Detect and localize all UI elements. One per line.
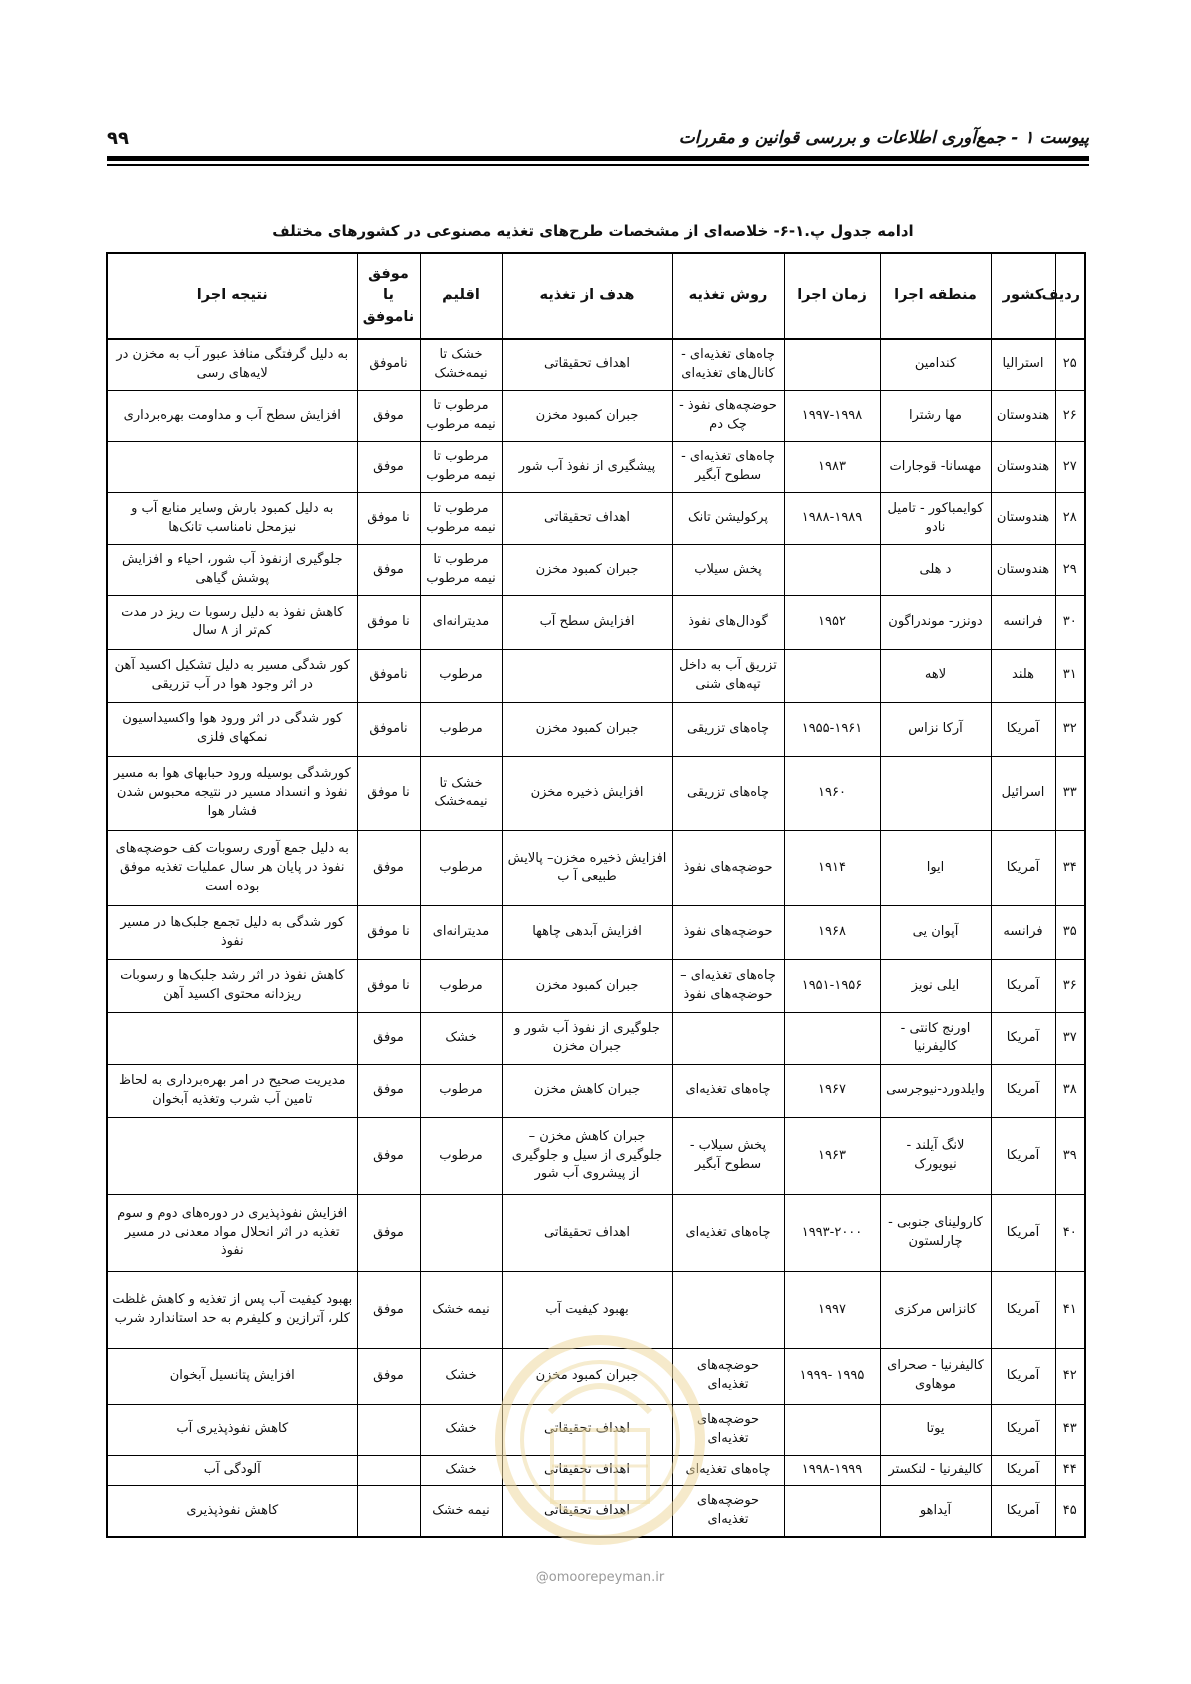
result-cell: کاهش نفوذپذیری [107,1485,357,1537]
status-cell: موفق [357,1272,420,1349]
status-cell: موفق [357,1195,420,1272]
country-cell: آمریکا [991,1272,1055,1349]
climate-cell: خشک تا نیمه‌خشک [420,756,502,831]
status-cell: نا موفق [357,906,420,959]
region-cell: کانزاس مرکزی [880,1272,991,1349]
goal-cell: اهداف تحقیقاتی [502,493,672,544]
region-cell: آرکا نزاس [880,703,991,756]
result-cell: جلوگیری ازنفوذ آب شور، احیاء و افزایش پوشش گیاهی [107,544,357,595]
climate-cell: خشک [420,1404,502,1455]
period-cell: ۱۹۸۸-۱۹۸۹ [784,493,880,544]
period-cell: ۱۹۹۷ [784,1272,880,1349]
status-cell: موفق [357,442,420,493]
row-number-cell: ۲۷ [1055,442,1085,493]
table-row [107,1404,1085,1455]
column-header: نتیجه اجرا [107,253,357,339]
table-row [107,831,1085,906]
row-number-cell: ۴۱ [1055,1272,1085,1349]
result-cell: کور شدگی مسیر به دلیل تشکیل اکسید آهن در اثر وجود هوا در آب تزریقی [107,649,357,702]
table-row [107,1349,1085,1405]
result-cell: کاهش نفوذ در اثر رشد جلبک‌ها و رسوبات ریزدانه محتوی اکسید آهن [107,959,357,1012]
goal-cell: پیشگیری از نفوذ آب شور [502,442,672,493]
country-cell: هندوستان [991,442,1055,493]
table-row [107,390,1085,441]
row-number-cell: ۴۴ [1055,1455,1085,1485]
row-number-cell: ۳۹ [1055,1118,1085,1195]
result-cell: کاهش نفوذ به دلیل رسوبا ت ریز در مدت کم‌تر از ۸ سال [107,596,357,649]
status-cell [357,1455,420,1485]
country-cell: آمریکا [991,1195,1055,1272]
region-cell: کارولینای جنوبی - چارلستون [880,1195,991,1272]
header-title: پیوست ۱ - جمع‌آوری اطلاعات و بررسی قوانین و مقررات [678,128,1089,148]
row-number-cell: ۴۲ [1055,1349,1085,1405]
country-cell: هندوستان [991,493,1055,544]
country-cell: اسرائیل [991,756,1055,831]
country-cell: آمریکا [991,1485,1055,1537]
climate-cell: مرطوب تا نیمه مرطوب [420,442,502,493]
status-cell [357,1404,420,1455]
table-row [107,649,1085,702]
status-cell: نا موفق [357,756,420,831]
method-cell: چاه‌های تغذیه‌ای [672,1455,784,1485]
period-cell [784,544,880,595]
header-rule [107,156,1089,161]
row-number-cell: ۴۰ [1055,1195,1085,1272]
country-cell: آمریکا [991,1118,1055,1195]
climate-cell: خشک [420,1349,502,1405]
status-cell: نا موفق [357,959,420,1012]
country-cell: آمریکا [991,831,1055,906]
method-cell: چاه‌های تغذیه‌ای – حوضچه‌های نفوذ [672,959,784,1012]
climate-cell: مرطوب [420,703,502,756]
climate-cell [420,1195,502,1272]
climate-cell: مرطوب تا نیمه مرطوب [420,544,502,595]
result-cell [107,1013,357,1064]
table-row [107,756,1085,831]
table-row [107,1272,1085,1349]
climate-cell: نیمه خشک [420,1485,502,1537]
table-row [107,1485,1085,1537]
column-header: روش تغذیه [672,253,784,339]
region-cell: یوتا [880,1404,991,1455]
result-cell [107,1118,357,1195]
table-row [107,442,1085,493]
period-cell: ۱۹۶۳ [784,1118,880,1195]
method-cell: تزریق آب به داخل تپه‌های شنی [672,649,784,702]
country-cell: آمریکا [991,703,1055,756]
goal-cell: جبران کمبود مخزن [502,703,672,756]
method-cell: گودال‌های نفوذ [672,596,784,649]
goal-cell: افزایش ذخیره مخزن– پالایش طبیعی آ ب [502,831,672,906]
region-cell: اورنج کانتی - کالیفرنیا [880,1013,991,1064]
method-cell: پخش سیلاب - سطوح آبگیر [672,1118,784,1195]
status-cell: نا موفق [357,596,420,649]
status-cell: ناموفق [357,649,420,702]
region-cell: کالیفرنیا - صحرای موهاوی [880,1349,991,1405]
goal-cell: اهداف تحقیقاتی [502,1195,672,1272]
method-cell: حوضچه‌های تغذیه‌ای [672,1404,784,1455]
status-cell: موفق [357,1349,420,1405]
row-number-cell: ۳۲ [1055,703,1085,756]
goal-cell: اهداف تحقیقاتی [502,1404,672,1455]
climate-cell: مرطوب [420,1064,502,1117]
goal-cell: جبران کمبود مخزن [502,390,672,441]
row-number-cell: ۳۶ [1055,959,1085,1012]
table-row [107,544,1085,595]
table-row [107,1064,1085,1117]
country-cell: فرانسه [991,596,1055,649]
table-row [107,1013,1085,1064]
country-cell: هندوستان [991,390,1055,441]
page-header [107,126,1089,164]
method-cell: چاه‌های تغذیه‌ای - کانال‌های تغذیه‌ای [672,339,784,390]
method-cell: حوضچه‌های نفوذ [672,906,784,959]
status-cell [357,1485,420,1537]
row-number-cell: ۳۱ [1055,649,1085,702]
period-cell: ۱۹۶۷ [784,1064,880,1117]
country-cell: استرالیا [991,339,1055,390]
country-cell: هندوستان [991,544,1055,595]
goal-cell: جبران کمبود مخزن [502,544,672,595]
row-number-cell: ۳۷ [1055,1013,1085,1064]
region-cell: کوایمباکور - تامیل نادو [880,493,991,544]
climate-cell: مرطوب تا نیمه مرطوب [420,493,502,544]
goal-cell: بهبود کیفیت آب [502,1272,672,1349]
result-cell: بهبود کیفیت آب پس از تغذیه و کاهش غلظت کلر، آترازین و کلیفرم به حد استاندارد شرب [107,1272,357,1349]
table-header-row [107,253,1085,339]
method-cell: چاه‌های تغذیه‌ای - سطوح آبگیر [672,442,784,493]
climate-cell: مدیترانه‌ای [420,596,502,649]
region-cell: کندامین [880,339,991,390]
goal-cell [502,649,672,702]
row-number-cell: ۳۵ [1055,906,1085,959]
result-cell: کورشدگی بوسیله ورود حبابهای هوا به مسیر نفوذ و انسداد مسیر در نتیجه محبوس شدن فشار هوا [107,756,357,831]
method-cell: پخش سیلاب [672,544,784,595]
country-cell: فرانسه [991,906,1055,959]
period-cell: ۱۹۵۵-۱۹۶۱ [784,703,880,756]
row-number-cell: ۲۹ [1055,544,1085,595]
goal-cell: جبران کمبود مخزن [502,959,672,1012]
status-cell: ناموفق [357,703,420,756]
table-row [107,906,1085,959]
result-cell: کور شدگی در اثر ورود هوا واکسیداسیون نمکهای فلزی [107,703,357,756]
climate-cell: مدیترانه‌ای [420,906,502,959]
table-row [107,703,1085,756]
climate-cell: مرطوب [420,831,502,906]
region-cell: ایوا [880,831,991,906]
table-body [107,339,1085,1537]
period-cell: ۱۹۵۱-۱۹۵۶ [784,959,880,1012]
result-cell: به دلیل جمع آوری رسوبات کف حوضچه‌های نفوذ در پایان هر سال عملیات تغذیه موفق بوده است [107,831,357,906]
goal-cell: افزایش آبدهی چاهها [502,906,672,959]
climate-cell: خشک تا نیمه‌خشک [420,339,502,390]
column-header: اقلیم [420,253,502,339]
region-cell: دونزر- موندراگون [880,596,991,649]
period-cell [784,1404,880,1455]
period-cell [784,1013,880,1064]
status-cell: موفق [357,1118,420,1195]
column-header: هدف از تغذیه [502,253,672,339]
row-number-cell: ۲۸ [1055,493,1085,544]
table-container [106,252,1084,1538]
climate-cell: نیمه خشک [420,1272,502,1349]
goal-cell: جبران کاهش مخزن [502,1064,672,1117]
table-row [107,1118,1085,1195]
goal-cell: اهداف تحقیقاتی [502,339,672,390]
climate-cell: خشک [420,1013,502,1064]
status-cell: موفق [357,544,420,595]
result-cell: کاهش نفوذپذیری آب [107,1404,357,1455]
column-header: منطقه اجرا [880,253,991,339]
table-row [107,1455,1085,1485]
column-header: موفق یا ناموفق [357,253,420,339]
method-cell: حوضچه‌های تغذیه‌ای [672,1485,784,1537]
table-row [107,493,1085,544]
period-cell [784,1485,880,1537]
country-cell: آمریکا [991,1404,1055,1455]
table-row [107,1195,1085,1272]
climate-cell: مرطوب تا نیمه مرطوب [420,390,502,441]
method-cell: چاه‌های تزریقی [672,756,784,831]
period-cell: ۱۹۹۵ -۱۹۹۹ [784,1349,880,1405]
period-cell: ۱۹۶۰ [784,756,880,831]
period-cell [784,649,880,702]
column-header: ردیف [1055,253,1085,339]
result-cell: آلودگی آب [107,1455,357,1485]
country-cell: آمریکا [991,1013,1055,1064]
region-cell [880,756,991,831]
country-cell: آمریکا [991,1064,1055,1117]
row-number-cell: ۴۳ [1055,1404,1085,1455]
method-cell: پرکولیشن تانک [672,493,784,544]
status-cell: موفق [357,831,420,906]
goal-cell: جلوگیری از نفوذ آب شور و جبران مخزن [502,1013,672,1064]
row-number-cell: ۲۶ [1055,390,1085,441]
country-cell: آمریکا [991,1349,1055,1405]
result-cell: افزایش پتانسیل آبخوان [107,1349,357,1405]
region-cell: د هلی [880,544,991,595]
column-header: زمان اجرا [784,253,880,339]
method-cell: حوضچه‌های نفوذ - چک دم [672,390,784,441]
method-cell: چاه‌های تزریقی [672,703,784,756]
climate-cell: مرطوب [420,959,502,1012]
method-cell [672,1013,784,1064]
region-cell: وایلدورد-نیوجرسی [880,1064,991,1117]
period-cell: ۱۹۹۷-۱۹۹۸ [784,390,880,441]
page-number: ۹۹ [107,128,129,149]
method-cell: حوضچه‌های تغذیه‌ای [672,1349,784,1405]
watermark-text: @omoorepeyman.ir [535,1570,665,1585]
country-cell: آمریکا [991,959,1055,1012]
method-cell: چاه‌های تغذیه‌ای [672,1195,784,1272]
result-cell: افزایش سطح آب و مداومت بهره‌برداری [107,390,357,441]
status-cell: نا موفق [357,493,420,544]
result-cell: کور شدگی به دلیل تجمع جلبک‌ها در مسیر نفوذ [107,906,357,959]
row-number-cell: ۲۵ [1055,339,1085,390]
method-cell [672,1272,784,1349]
table-row [107,959,1085,1012]
status-cell: موفق [357,1064,420,1117]
goal-cell: افزایش ذخیره مخزن [502,756,672,831]
goal-cell: اهداف تحقیقاتی [502,1485,672,1537]
row-number-cell: ۳۰ [1055,596,1085,649]
region-cell: کالیفرنیا - لنکستر [880,1455,991,1485]
period-cell: ۱۹۱۴ [784,831,880,906]
goal-cell: افزایش سطح آب [502,596,672,649]
method-cell: حوضچه‌های نفوذ [672,831,784,906]
period-cell: ۱۹۶۸ [784,906,880,959]
period-cell: ۱۹۸۳ [784,442,880,493]
row-number-cell: ۳۳ [1055,756,1085,831]
climate-cell: مرطوب [420,1118,502,1195]
result-cell: به دلیل کمبود بارش وسایر منابع آب و نیزمحل نامناسب تانک‌ها [107,493,357,544]
table-row [107,596,1085,649]
status-cell: موفق [357,1013,420,1064]
column-header: کشور [991,253,1055,339]
result-cell: افزایش نفوذپذیری در دوره‌های دوم و سوم تغذیه در اثر انحلال مواد معدنی در مسیر نفوذ [107,1195,357,1272]
header-rule-thin [107,164,1089,166]
country-cell: آمریکا [991,1455,1055,1485]
goal-cell: اهداف تحقیقاتی [502,1455,672,1485]
table-caption: ادامه جدول پ.۱-۶- خلاصه‌ای از مشخصات طرح‌های تغذیه مصنوعی در کشورهای مختلف [272,222,914,240]
region-cell: مهسانا- قوجارات [880,442,991,493]
region-cell: لانگ آیلند - نیویورک [880,1118,991,1195]
region-cell: لاهه [880,649,991,702]
status-cell: موفق [357,390,420,441]
result-cell [107,442,357,493]
period-cell: ۱۹۹۳-۲۰۰۰ [784,1195,880,1272]
period-cell: ۱۹۵۲ [784,596,880,649]
region-cell: مها رشترا [880,390,991,441]
recharge-projects-table [106,252,1086,1538]
region-cell: آیداهو [880,1485,991,1537]
method-cell: چاه‌های تغذیه‌ای [672,1064,784,1117]
region-cell: آپوان یی [880,906,991,959]
row-number-cell: ۳۸ [1055,1064,1085,1117]
period-cell [784,339,880,390]
result-cell: مدیریت صحیح در امر بهره‌برداری به لحاظ تامین آب شرب وتغذیه آبخوان [107,1064,357,1117]
status-cell: ناموفق [357,339,420,390]
result-cell: به دلیل گرفتگی منافذ عبور آب به مخزن در لایه‌های رسی [107,339,357,390]
country-cell: هلند [991,649,1055,702]
goal-cell: جبران کاهش مخزن – جلوگیری از سیل و جلوگیری از پیشروی آب شور [502,1118,672,1195]
region-cell: ایلی نویز [880,959,991,1012]
climate-cell: مرطوب [420,649,502,702]
period-cell: ۱۹۹۸-۱۹۹۹ [784,1455,880,1485]
row-number-cell: ۴۵ [1055,1485,1085,1537]
table-row [107,339,1085,390]
goal-cell: جبران کمبود مخزن [502,1349,672,1405]
climate-cell: خشک [420,1455,502,1485]
row-number-cell: ۳۴ [1055,831,1085,906]
